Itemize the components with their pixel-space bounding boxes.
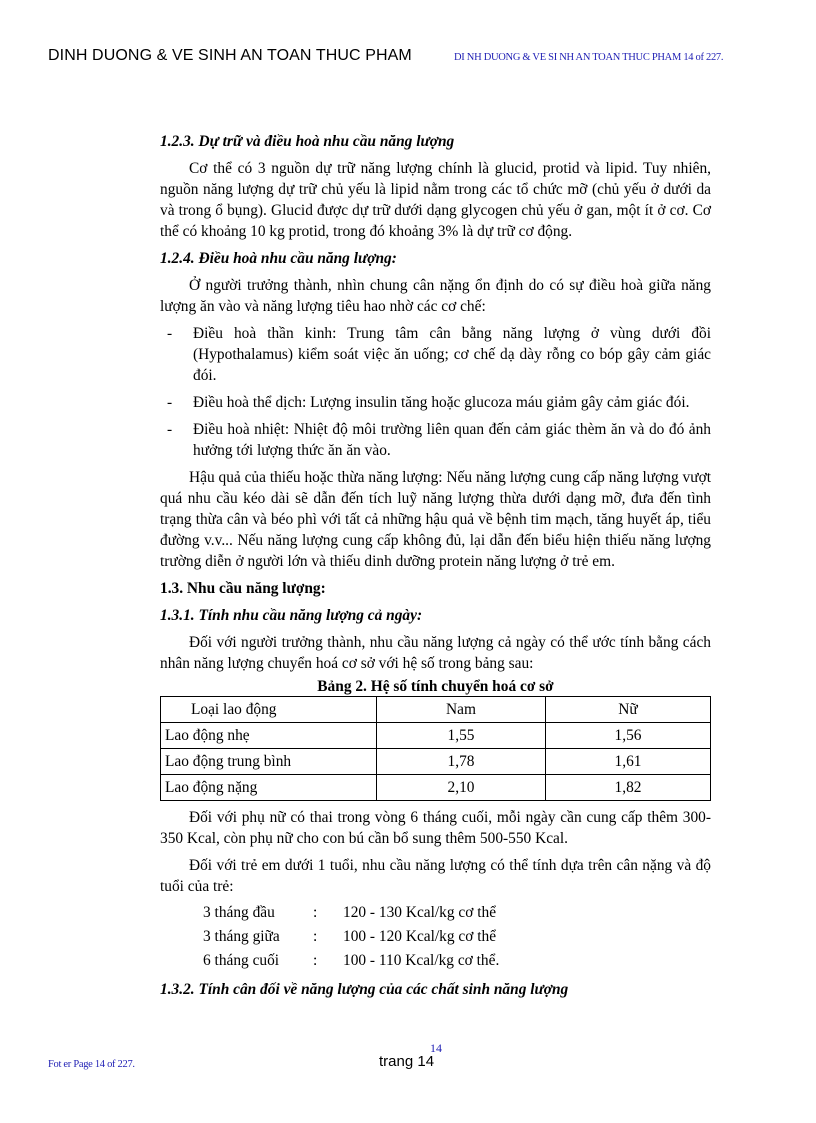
table-header-cell: Nam (377, 697, 546, 723)
separator: : (313, 904, 318, 921)
list-dash: - (167, 325, 173, 342)
list-item-text: Điều hoà nhiệt: Nhiệt độ môi trường liên quan đến cảm giác thèm ăn và do đó ảnh hưởng tới lượng thức ăn ăn vào. (193, 421, 711, 459)
list-item (160, 901, 711, 925)
list-dash: - (167, 394, 173, 411)
table-row (161, 775, 711, 801)
table-caption: Bảng 2. Hệ số tính chuyển hoá cơ sở (317, 678, 554, 695)
list-item-text: Điều hoà thần kinh: Trung tâm cân bằng năng lượng ở vùng dưới đồi (Hypothalamus) kiểm soát việc ăn uống; cơ chế dạ dày rỗng co bóp gây cảm giác đói. (193, 325, 711, 384)
footer-note: Fot er Page 14 of 227. (48, 1059, 135, 1070)
table-cell: Lao động nặng (161, 775, 377, 801)
page-content (160, 131, 711, 1000)
section-heading-1-3-2: 1.3.2. Tính cân đối về năng lượng của các chất sinh năng lượng (160, 981, 569, 998)
table-cell: Lao động trung bình (161, 749, 377, 775)
separator: : (313, 928, 318, 945)
energy-value: 100 - 120 Kcal/kg cơ thể (343, 928, 497, 945)
table-cell: 1,82 (546, 775, 711, 801)
paragraph: Đối với phụ nữ có thai trong vòng 6 tháng cuối, mỗi ngày cần cung cấp thêm 300-350 Kcal, còn phụ nữ cho con bú cần bổ sung thêm 500-550 Kcal. (160, 809, 711, 847)
section-heading-1-2-3: 1.2.3. Dự trữ và điều hoà nhu cầu năng lượng (160, 133, 455, 150)
table-cell: 1,61 (546, 749, 711, 775)
list-item (160, 419, 711, 461)
energy-value: 120 - 130 Kcal/kg cơ thể (343, 904, 497, 921)
table-row (161, 749, 711, 775)
age-label: 3 tháng giữa (203, 928, 280, 945)
energy-value: 100 - 110 Kcal/kg cơ thể. (343, 952, 500, 969)
table-header-cell: Loại lao động (161, 697, 377, 723)
list-item (160, 323, 711, 386)
paragraph: Đối với người trưởng thành, nhu cầu năng lượng cả ngày có thể ước tính bằng cách nhân năng lượng chuyển hoá cơ sở với hệ số trong bảng sau: (160, 634, 711, 672)
table-cell: 1,78 (377, 749, 546, 775)
list-item (160, 949, 711, 973)
table-cell: Lao động nhẹ (161, 723, 377, 749)
table-cell: 1,55 (377, 723, 546, 749)
separator: : (313, 952, 318, 969)
age-label: 6 tháng cuối (203, 952, 280, 969)
list-item (160, 392, 711, 413)
infant-energy-list (160, 901, 711, 973)
header-title: DINH DUONG & VE SINH AN TOAN THUC PHAM (48, 47, 412, 64)
table-header-row (161, 697, 711, 723)
list-item (160, 925, 711, 949)
table-cell: 2,10 (377, 775, 546, 801)
table-header-cell: Nữ (546, 697, 711, 723)
header-page-ref: DI NH DUONG & VE SI NH AN TOAN THUC PHAM 14 of 227. (454, 52, 724, 63)
paragraph: Cơ thể có 3 nguồn dự trữ năng lượng chính là glucid, protid và lipid. Tuy nhiên, nguồn năng lượng dự trữ chủ yếu là lipid nằm trong các tổ chức mỡ (chủ yếu ở dưới da và trong ổ bụng). Glucid được dự trữ dưới dạng glycogen chủ yếu ở gan, một ít ở cơ. Cơ thể có khoảng 10 kg protid, trong đó khoảng 3% là dự trữ cơ động. (160, 160, 711, 240)
page-number: trang 14 (379, 1053, 435, 1070)
list-dash: - (167, 421, 173, 438)
paragraph: Ở người trưởng thành, nhìn chung cân nặng ổn định do có sự điều hoà giữa năng lượng ăn vào và năng lượng tiêu hao nhờ các cơ chế: (160, 277, 711, 315)
paragraph: Hậu quả của thiếu hoặc thừa năng lượng: Nếu năng lượng cung cấp năng lượng vượt quá nhu cầu kéo dài sẽ dẫn đến tích luỹ năng lượng thừa dưới dạng mỡ, đưa đến tình trạng thừa cân và béo phì với tất cả những hậu quả về bệnh tim mạch, tăng huyết áp, tiểu đường v.v... Nếu năng lượng cung cấp không đủ, lại dẫn đến biểu hiện thiếu năng lượng trường diễn ở người lớn và thiếu dinh dưỡng protein năng lượng ở trẻ em. (160, 469, 711, 570)
section-heading-1-2-4: 1.2.4. Điều hoà nhu cầu năng lượng: (160, 250, 397, 267)
table-row (161, 723, 711, 749)
list-item-text: Điều hoà thể dịch: Lượng insulin tăng hoặc glucoza máu giảm gây cảm giác đói. (193, 394, 690, 411)
mechanism-list (160, 323, 711, 461)
paragraph: Đối với trẻ em dưới 1 tuổi, nhu cầu năng lượng có thể tính dựa trên cân nặng và độ tuổi của trẻ: (160, 857, 711, 895)
table-cell: 1,56 (546, 723, 711, 749)
page-number-small: 14 (430, 1041, 442, 1055)
age-label: 3 tháng đầu (203, 904, 275, 921)
section-heading-1-3-1: 1.3.1. Tính nhu cầu năng lượng cả ngày: (160, 607, 423, 624)
section-heading-1-3: 1.3. Nhu cầu năng lượng: (160, 580, 326, 597)
coefficient-table (160, 696, 711, 801)
